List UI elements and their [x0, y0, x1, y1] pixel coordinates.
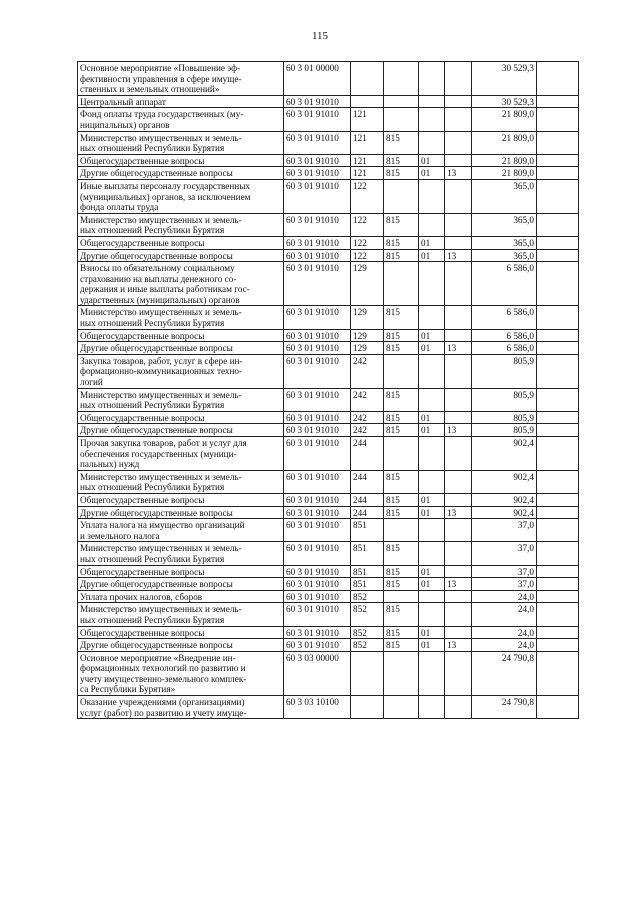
cell-csr: 60 3 01 91010 — [284, 154, 351, 167]
cell-csr: 60 3 01 91010 — [284, 179, 351, 213]
table-row — [78, 131, 579, 154]
table-row — [78, 167, 579, 180]
cell-vr: 242 — [351, 424, 384, 437]
cell-pr: 13 — [445, 506, 472, 519]
cell-csr: 60 3 01 91010 — [284, 590, 351, 603]
cell-csr: 60 3 01 91010 — [284, 506, 351, 519]
cell-pr — [445, 388, 472, 411]
cell-rz: 01 — [419, 167, 445, 180]
page-number: 115 — [311, 30, 329, 42]
cell-name: Иные выплаты персоналу государственных (муниципальных) органов, за исключением фонда оплаты труда — [78, 179, 284, 213]
table-row — [78, 306, 579, 329]
cell-csr: 60 3 01 91010 — [284, 411, 351, 424]
cell-csr: 60 3 01 91010 — [284, 424, 351, 437]
cell-grbs — [384, 179, 419, 213]
cell-grbs — [384, 354, 419, 388]
cell-sum: 24 790,8 — [472, 651, 537, 695]
cell-pr — [445, 470, 472, 493]
cell-name: Основное мероприятие «Внедрение ин- формационных технологий по развитию и учету имущественно-земельного комплек- са Республики Бурятия» — [78, 651, 284, 695]
cell-csr: 60 3 01 91010 — [284, 249, 351, 262]
cell-empty — [537, 411, 579, 424]
cell-csr: 60 3 01 91010 — [284, 626, 351, 639]
budget-table — [77, 61, 579, 719]
cell-rz — [419, 388, 445, 411]
cell-name: Другие общегосударственные вопросы — [78, 249, 284, 262]
table-row — [78, 62, 579, 96]
cell-empty — [537, 424, 579, 437]
cell-vr: 122 — [351, 213, 384, 236]
cell-pr — [445, 108, 472, 131]
table-row — [78, 470, 579, 493]
cell-csr: 60 3 01 91010 — [284, 493, 351, 506]
cell-grbs: 815 — [384, 424, 419, 437]
cell-vr: 242 — [351, 354, 384, 388]
cell-name: Министерство имущественных и земель- ных отношений Республики Бурятия — [78, 213, 284, 236]
cell-name: Другие общегосударственные вопросы — [78, 342, 284, 355]
cell-csr: 60 3 01 91010 — [284, 262, 351, 306]
cell-name: Основное мероприятие «Повышение эф- фективности управления в сфере имуще- ственных и земельных отношений» — [78, 62, 284, 96]
cell-pr — [445, 236, 472, 249]
cell-sum: 365,0 — [472, 179, 537, 213]
cell-sum: 6 586,0 — [472, 342, 537, 355]
cell-empty — [537, 62, 579, 96]
cell-vr: 121 — [351, 108, 384, 131]
cell-name: Взносы по обязательному социальному страхованию на выплаты денежного со- держания и иные выплаты работникам гос- ударственных (муниципальных) органов — [78, 262, 284, 306]
cell-grbs — [384, 62, 419, 96]
cell-name: Прочая закупка товаров, работ и услуг для обеспечения государственных (муници- пальных) нужд — [78, 437, 284, 471]
cell-sum: 6 586,0 — [472, 329, 537, 342]
cell-name: Закупка товаров, работ, услуг в сфере ин- формационно-коммуникационных техно- логий — [78, 354, 284, 388]
cell-grbs — [384, 651, 419, 695]
cell-grbs: 815 — [384, 578, 419, 591]
cell-vr: 851 — [351, 565, 384, 578]
cell-csr: 60 3 01 91010 — [284, 565, 351, 578]
table-row — [78, 493, 579, 506]
cell-csr: 60 3 01 91010 — [284, 213, 351, 236]
cell-rz — [419, 437, 445, 471]
cell-name: Общегосударственные вопросы — [78, 565, 284, 578]
cell-csr: 60 3 01 91010 — [284, 131, 351, 154]
cell-vr: 851 — [351, 519, 384, 542]
cell-empty — [537, 167, 579, 180]
cell-empty — [537, 506, 579, 519]
cell-sum: 30 529,3 — [472, 62, 537, 96]
cell-csr: 60 3 03 00000 — [284, 651, 351, 695]
cell-sum: 805,9 — [472, 411, 537, 424]
table-row — [78, 437, 579, 471]
cell-rz — [419, 542, 445, 565]
cell-csr: 60 3 01 91010 — [284, 167, 351, 180]
cell-name: Министерство имущественных и земель- ных отношений Республики Бурятия — [78, 388, 284, 411]
cell-rz: 01 — [419, 154, 445, 167]
cell-empty — [537, 354, 579, 388]
table-row — [78, 639, 579, 652]
cell-empty — [537, 342, 579, 355]
cell-rz — [419, 179, 445, 213]
cell-name: Другие общегосударственные вопросы — [78, 639, 284, 652]
cell-sum: 24,0 — [472, 590, 537, 603]
cell-vr: 129 — [351, 342, 384, 355]
cell-rz: 01 — [419, 329, 445, 342]
cell-vr: 121 — [351, 131, 384, 154]
cell-grbs: 815 — [384, 388, 419, 411]
cell-rz — [419, 306, 445, 329]
cell-pr — [445, 519, 472, 542]
cell-grbs: 815 — [384, 329, 419, 342]
cell-pr: 13 — [445, 424, 472, 437]
cell-sum: 902,4 — [472, 506, 537, 519]
cell-grbs: 815 — [384, 213, 419, 236]
cell-empty — [537, 306, 579, 329]
cell-rz — [419, 651, 445, 695]
cell-vr: 129 — [351, 262, 384, 306]
cell-empty — [537, 249, 579, 262]
cell-csr: 60 3 03 10100 — [284, 696, 351, 719]
cell-grbs: 815 — [384, 470, 419, 493]
cell-name: Общегосударственные вопросы — [78, 154, 284, 167]
cell-name: Общегосударственные вопросы — [78, 329, 284, 342]
table-row — [78, 249, 579, 262]
cell-rz: 01 — [419, 639, 445, 652]
cell-grbs — [384, 108, 419, 131]
table-row — [78, 108, 579, 131]
cell-vr: 122 — [351, 179, 384, 213]
cell-pr — [445, 329, 472, 342]
table-row — [78, 329, 579, 342]
cell-sum: 24 790,8 — [472, 696, 537, 719]
table-row — [78, 696, 579, 719]
cell-empty — [537, 639, 579, 652]
cell-empty — [537, 95, 579, 108]
cell-rz: 01 — [419, 411, 445, 424]
cell-pr — [445, 590, 472, 603]
cell-rz — [419, 470, 445, 493]
cell-csr: 60 3 01 91010 — [284, 236, 351, 249]
cell-vr: 242 — [351, 388, 384, 411]
cell-rz — [419, 603, 445, 626]
cell-sum: 902,4 — [472, 470, 537, 493]
cell-name: Фонд оплаты труда государственных (му- ниципальных) органов — [78, 108, 284, 131]
cell-grbs: 815 — [384, 167, 419, 180]
table-row — [78, 179, 579, 213]
cell-rz: 01 — [419, 424, 445, 437]
cell-csr: 60 3 01 91010 — [284, 603, 351, 626]
cell-vr — [351, 696, 384, 719]
cell-vr — [351, 651, 384, 695]
cell-empty — [537, 590, 579, 603]
cell-grbs — [384, 437, 419, 471]
cell-sum: 805,9 — [472, 424, 537, 437]
table-row — [78, 542, 579, 565]
cell-rz: 01 — [419, 493, 445, 506]
cell-name: Министерство имущественных и земель- ных отношений Республики Бурятия — [78, 470, 284, 493]
cell-empty — [537, 578, 579, 591]
cell-sum: 37,0 — [472, 542, 537, 565]
cell-empty — [537, 437, 579, 471]
cell-pr — [445, 131, 472, 154]
cell-pr — [445, 411, 472, 424]
cell-empty — [537, 131, 579, 154]
cell-csr: 60 3 01 91010 — [284, 519, 351, 542]
cell-vr: 122 — [351, 249, 384, 262]
cell-name: Другие общегосударственные вопросы — [78, 167, 284, 180]
cell-rz — [419, 62, 445, 96]
cell-vr: 851 — [351, 542, 384, 565]
cell-pr — [445, 565, 472, 578]
cell-csr: 60 3 01 91010 — [284, 470, 351, 493]
cell-grbs: 815 — [384, 306, 419, 329]
cell-pr — [445, 626, 472, 639]
cell-grbs: 815 — [384, 342, 419, 355]
cell-sum: 805,9 — [472, 354, 537, 388]
cell-vr: 852 — [351, 590, 384, 603]
cell-pr — [445, 651, 472, 695]
cell-csr: 60 3 01 91010 — [284, 306, 351, 329]
cell-sum: 24,0 — [472, 639, 537, 652]
cell-vr: 852 — [351, 626, 384, 639]
table-row — [78, 262, 579, 306]
cell-rz — [419, 95, 445, 108]
table-row — [78, 519, 579, 542]
cell-pr — [445, 542, 472, 565]
cell-csr: 60 3 01 00000 — [284, 62, 351, 96]
cell-vr: 121 — [351, 167, 384, 180]
table-row — [78, 342, 579, 355]
cell-pr — [445, 493, 472, 506]
cell-sum: 805,9 — [472, 388, 537, 411]
cell-vr: 242 — [351, 411, 384, 424]
cell-csr: 60 3 01 91010 — [284, 342, 351, 355]
cell-name: Министерство имущественных и земель- ных отношений Республики Бурятия — [78, 603, 284, 626]
cell-empty — [537, 565, 579, 578]
cell-rz — [419, 213, 445, 236]
cell-empty — [537, 542, 579, 565]
cell-pr: 13 — [445, 639, 472, 652]
cell-pr — [445, 179, 472, 213]
cell-pr — [445, 213, 472, 236]
cell-sum: 365,0 — [472, 236, 537, 249]
cell-name: Общегосударственные вопросы — [78, 493, 284, 506]
cell-pr — [445, 62, 472, 96]
cell-vr: 121 — [351, 154, 384, 167]
cell-grbs — [384, 95, 419, 108]
cell-vr: 852 — [351, 639, 384, 652]
cell-rz — [419, 354, 445, 388]
cell-empty — [537, 519, 579, 542]
cell-rz: 01 — [419, 506, 445, 519]
cell-csr: 60 3 01 91010 — [284, 437, 351, 471]
table-row — [78, 651, 579, 695]
cell-vr: 244 — [351, 437, 384, 471]
cell-empty — [537, 262, 579, 306]
cell-name: Министерство имущественных и земель- ных отношений Республики Бурятия — [78, 542, 284, 565]
cell-grbs — [384, 519, 419, 542]
cell-sum: 24,0 — [472, 626, 537, 639]
cell-vr — [351, 95, 384, 108]
cell-empty — [537, 179, 579, 213]
cell-name: Министерство имущественных и земель- ных отношений Республики Бурятия — [78, 131, 284, 154]
table-row — [78, 424, 579, 437]
cell-grbs: 815 — [384, 236, 419, 249]
cell-rz — [419, 131, 445, 154]
cell-vr: 244 — [351, 506, 384, 519]
table-row — [78, 354, 579, 388]
table-row — [78, 565, 579, 578]
cell-name: Центральный аппарат — [78, 95, 284, 108]
cell-empty — [537, 154, 579, 167]
cell-sum: 365,0 — [472, 213, 537, 236]
cell-vr — [351, 62, 384, 96]
table-row — [78, 578, 579, 591]
cell-grbs: 815 — [384, 639, 419, 652]
cell-sum: 37,0 — [472, 519, 537, 542]
table-row — [78, 213, 579, 236]
cell-sum: 24,0 — [472, 603, 537, 626]
cell-sum: 21 809,0 — [472, 167, 537, 180]
cell-rz — [419, 262, 445, 306]
cell-rz — [419, 696, 445, 719]
cell-sum: 37,0 — [472, 565, 537, 578]
cell-empty — [537, 108, 579, 131]
cell-grbs: 815 — [384, 506, 419, 519]
cell-grbs: 815 — [384, 493, 419, 506]
cell-name: Другие общегосударственные вопросы — [78, 506, 284, 519]
table-row — [78, 626, 579, 639]
cell-csr: 60 3 01 91010 — [284, 108, 351, 131]
cell-pr: 13 — [445, 249, 472, 262]
cell-name: Уплата налога на имущество организаций и земельного налога — [78, 519, 284, 542]
cell-empty — [537, 470, 579, 493]
cell-grbs: 815 — [384, 411, 419, 424]
cell-name: Уплата прочих налогов, сборов — [78, 590, 284, 603]
cell-pr — [445, 437, 472, 471]
cell-pr: 13 — [445, 167, 472, 180]
cell-empty — [537, 651, 579, 695]
cell-rz — [419, 519, 445, 542]
cell-csr: 60 3 01 91010 — [284, 639, 351, 652]
cell-empty — [537, 213, 579, 236]
cell-csr: 60 3 01 91010 — [284, 578, 351, 591]
cell-rz: 01 — [419, 342, 445, 355]
cell-name: Общегосударственные вопросы — [78, 236, 284, 249]
cell-sum: 30 529,3 — [472, 95, 537, 108]
cell-pr — [445, 603, 472, 626]
cell-sum: 902,4 — [472, 493, 537, 506]
cell-name: Оказание учреждениями (организациями) услуг (работ) по развитию и учету имуще- — [78, 696, 284, 719]
table-row — [78, 506, 579, 519]
cell-grbs — [384, 262, 419, 306]
cell-rz: 01 — [419, 578, 445, 591]
cell-grbs — [384, 590, 419, 603]
cell-csr: 60 3 01 91010 — [284, 542, 351, 565]
cell-csr: 60 3 01 91010 — [284, 329, 351, 342]
cell-grbs: 815 — [384, 131, 419, 154]
cell-pr — [445, 95, 472, 108]
cell-sum: 6 586,0 — [472, 262, 537, 306]
cell-empty — [537, 696, 579, 719]
cell-empty — [537, 603, 579, 626]
cell-sum: 6 586,0 — [472, 306, 537, 329]
table-row — [78, 590, 579, 603]
cell-sum: 21 809,0 — [472, 154, 537, 167]
cell-name: Другие общегосударственные вопросы — [78, 578, 284, 591]
cell-grbs: 815 — [384, 565, 419, 578]
table-row — [78, 603, 579, 626]
cell-vr: 129 — [351, 306, 384, 329]
cell-empty — [537, 329, 579, 342]
cell-sum: 21 809,0 — [472, 131, 537, 154]
cell-pr — [445, 306, 472, 329]
table-row — [78, 154, 579, 167]
cell-grbs — [384, 696, 419, 719]
cell-grbs: 815 — [384, 542, 419, 565]
cell-name: Общегосударственные вопросы — [78, 626, 284, 639]
table-row — [78, 236, 579, 249]
cell-pr — [445, 154, 472, 167]
cell-grbs: 815 — [384, 603, 419, 626]
cell-grbs: 815 — [384, 626, 419, 639]
cell-sum: 21 809,0 — [472, 108, 537, 131]
cell-name: Министерство имущественных и земель- ных отношений Республики Бурятия — [78, 306, 284, 329]
cell-empty — [537, 626, 579, 639]
cell-name: Другие общегосударственные вопросы — [78, 424, 284, 437]
cell-pr — [445, 262, 472, 306]
cell-csr: 60 3 01 91010 — [284, 354, 351, 388]
cell-vr: 244 — [351, 470, 384, 493]
cell-sum: 37,0 — [472, 578, 537, 591]
cell-vr: 122 — [351, 236, 384, 249]
cell-sum: 902,4 — [472, 437, 537, 471]
table-row — [78, 388, 579, 411]
table-row — [78, 411, 579, 424]
cell-vr: 129 — [351, 329, 384, 342]
cell-rz: 01 — [419, 249, 445, 262]
cell-pr — [445, 354, 472, 388]
cell-empty — [537, 493, 579, 506]
cell-name: Общегосударственные вопросы — [78, 411, 284, 424]
cell-rz: 01 — [419, 236, 445, 249]
cell-sum: 365,0 — [472, 249, 537, 262]
table-row — [78, 95, 579, 108]
cell-vr: 851 — [351, 578, 384, 591]
cell-vr: 852 — [351, 603, 384, 626]
cell-rz — [419, 590, 445, 603]
cell-empty — [537, 388, 579, 411]
cell-csr: 60 3 01 91010 — [284, 388, 351, 411]
cell-rz: 01 — [419, 626, 445, 639]
cell-grbs: 815 — [384, 249, 419, 262]
cell-rz — [419, 108, 445, 131]
cell-vr: 244 — [351, 493, 384, 506]
cell-csr: 60 3 01 91010 — [284, 95, 351, 108]
cell-rz: 01 — [419, 565, 445, 578]
cell-pr: 13 — [445, 342, 472, 355]
cell-pr: 13 — [445, 578, 472, 591]
cell-grbs: 815 — [384, 154, 419, 167]
cell-pr — [445, 696, 472, 719]
cell-empty — [537, 236, 579, 249]
budget-table-body — [78, 62, 579, 719]
